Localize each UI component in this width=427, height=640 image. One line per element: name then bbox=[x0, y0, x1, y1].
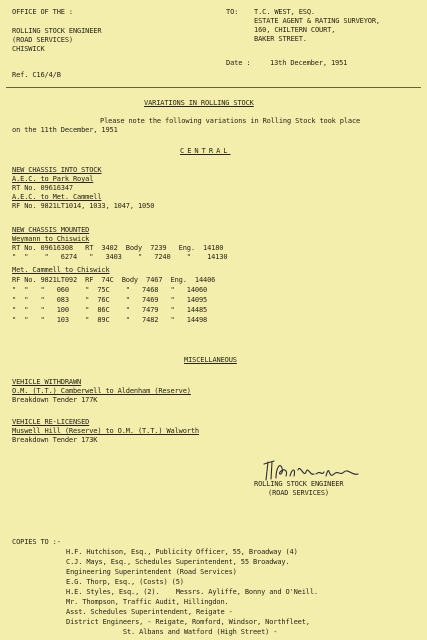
misc-heading: MISCELLANEOUS bbox=[184, 356, 237, 364]
recipient-name: T.C. WEST, ESQ. bbox=[254, 8, 315, 16]
new-chassis-heading: NEW CHASSIS INTO STOCK bbox=[12, 166, 102, 174]
mounted-row: " " " 6274 " 3403 " 7240 " 14130 bbox=[12, 253, 228, 261]
document-title: VARIATIONS IN ROLLING STOCK bbox=[144, 99, 254, 107]
copies-line: District Engineers, - Reigate, Romford, Windsor, Northfleet, bbox=[66, 618, 310, 626]
copies-label: COPIES TO :- bbox=[12, 538, 61, 546]
recipient-street: BAKER STREET. bbox=[254, 35, 307, 43]
intro-line-2: on the 11th December, 1951 bbox=[12, 126, 118, 134]
mounted-row: " " " 083 " 76C " 7469 " 14095 bbox=[12, 296, 208, 304]
new-chassis-sub-2: A.E.C. to Met. Cammell bbox=[12, 193, 102, 201]
reference: Ref. C16/4/B bbox=[12, 71, 61, 79]
chassis-mounted-sub-2: Met. Cammell to Chiswick bbox=[12, 266, 110, 274]
central-heading: CENTRAL bbox=[180, 147, 231, 155]
copies-line: Mr. Thompson, Traffic Audit, Hillingdon. bbox=[66, 598, 229, 606]
withdrawn-line-2: Breakdown Tender 177K bbox=[12, 396, 98, 404]
copies-line: Engineering Superintendent (Road Services) bbox=[66, 568, 237, 576]
mounted-row: RF No. 9821LT092 RF 74C Body 7467 Eng. 14406 bbox=[12, 276, 216, 284]
signatory-division: (ROAD SERVICES) bbox=[268, 489, 329, 497]
mounted-row: " " " 103 " 89C " 7482 " 14498 bbox=[12, 316, 208, 324]
chassis-mounted-sub-1: Weymann to Chiswick bbox=[12, 235, 90, 243]
copies-line: C.J. Mays, Esq., Schedules Superintendent, 55 Broadway. bbox=[66, 558, 290, 566]
copies-line: Asst. Schedules Superintendent, Reigate - bbox=[66, 608, 233, 616]
recipient-title: ESTATE AGENT & RATING SURVEYOR, bbox=[254, 17, 380, 25]
to-label: TO: bbox=[226, 8, 239, 16]
copies-line: St. Albans and Watford (High Street) - bbox=[66, 628, 278, 636]
new-chassis-line-1: RT No. 09616347 bbox=[12, 184, 73, 192]
withdrawn-line-1: O.M. (T.T.) Camberwell to Aldenham (Reserve) bbox=[12, 387, 191, 395]
withdrawn-heading: VEHICLE WITHDRAWN bbox=[12, 378, 82, 386]
mounted-row: RT No. 09616308 RT 3402 Body 7239 Eng. 14180 bbox=[12, 244, 224, 252]
chassis-mounted-heading: NEW CHASSIS MOUNTED bbox=[12, 226, 90, 234]
header-divider bbox=[6, 87, 421, 88]
new-chassis-line-2: RF No. 9821LT1014, 1033, 1047, 1050 bbox=[12, 202, 155, 210]
copies-line: H.E. Styles, Esq., (2). Messrs. Ayliffe, Bonny and O'Neill. bbox=[66, 588, 318, 596]
relicensed-line-2: Breakdown Tender 173K bbox=[12, 436, 98, 444]
date-label: Date : bbox=[226, 59, 251, 67]
relicensed-heading: VEHICLE RE-LICENSED bbox=[12, 418, 90, 426]
mounted-row: " " " 100 " 86C " 7479 " 14485 bbox=[12, 306, 208, 314]
mounted-row: " " " 060 " 75C " 7468 " 14060 bbox=[12, 286, 208, 294]
recipient-address: 160, CHILTERN COURT, bbox=[254, 26, 336, 34]
date-value: 13th December, 1951 bbox=[270, 59, 348, 67]
office-location: CHISWICK bbox=[12, 45, 45, 53]
new-chassis-sub-1: A.E.C. to Park Royal bbox=[12, 175, 94, 183]
signatory-title: ROLLING STOCK ENGINEER bbox=[254, 480, 344, 488]
office-division: (ROAD SERVICES) bbox=[12, 36, 73, 44]
relicensed-line-1: Muswell Hill (Reserve) to O.M. (T.T.) Walworth bbox=[12, 427, 199, 435]
copies-line: H.F. Hutchison, Esq., Publicity Officer, 55, Broadway (4) bbox=[66, 548, 298, 556]
intro-line-1: Please note the following variations in Rolling Stock took place bbox=[100, 117, 361, 125]
copies-line: E.G. Thorp, Esq., (Costs) (5) bbox=[66, 578, 184, 586]
office-name: ROLLING STOCK ENGINEER bbox=[12, 27, 102, 35]
office-label: OFFICE OF THE : bbox=[12, 8, 73, 16]
